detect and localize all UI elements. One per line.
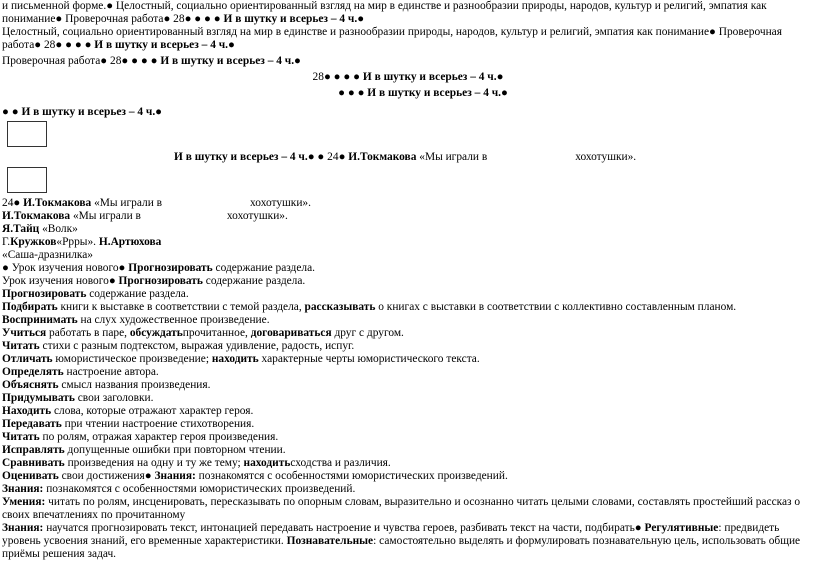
text-span: допущенные ошибки при повторном чтении. (64, 444, 286, 456)
bold-term: Отличать (2, 353, 53, 365)
text-line (2, 288, 814, 301)
text-line (2, 106, 814, 119)
bold-term: Прогнозировать (128, 262, 213, 274)
text-line (2, 26, 814, 39)
bold-term: Читать (2, 340, 40, 352)
text-span: при чтении настроение стихотворения. (61, 418, 255, 430)
skill-line (2, 444, 814, 457)
text-span: о книгах с выставки в соответствии с коллективно составленным планом. (375, 301, 737, 313)
bold-term: Сравнивать (2, 457, 65, 469)
text-span: содержание раздела. (86, 288, 189, 300)
text-span: содержание раздела. (212, 262, 315, 274)
text-line (2, 55, 814, 68)
text-span: книги к выставке в соответствии с темой раздела, (57, 301, 305, 313)
author-name: Кружков (10, 236, 57, 248)
skill-line (2, 301, 814, 314)
text-span: «Мы играли в (70, 210, 141, 222)
bold-term: договариваться (250, 327, 332, 339)
text-span: на слух художественное произведение. (77, 314, 270, 326)
text-span: характерные черты юмористического текста. (258, 353, 480, 365)
bold-term: обсуждать (129, 327, 183, 339)
skill-line (2, 340, 814, 353)
text-span: ● ● ● (338, 87, 368, 99)
author-name: Я.Тайц (2, 223, 40, 235)
text-span: читать по ролям, инсценировать, пересказывать по опорным словам, выразительно и осознанно читать целыми словами, составлять простейший рассказ о своих впечатлениях по прочитанному (2, 496, 801, 521)
text-span: настроение автора. (63, 366, 159, 378)
text-span: : самостоятельно выделять и формулировать познавательную цель, использовать общие приёмы решения задач. (2, 535, 801, 560)
section-heading-text: И в шутку и всерьез – 4 ч.● (362, 71, 504, 83)
text-span: научатся прогнозировать текст, интонацией передавать настроение и чувства героев, разбивать текст на части, подбирать● (43, 522, 645, 534)
text-line (2, 470, 814, 483)
bold-term: Читать (2, 431, 40, 443)
bold-term: находить (211, 353, 259, 365)
text-span: ● ● (2, 106, 22, 118)
skill-line (2, 366, 814, 379)
bold-term: находить (243, 457, 291, 469)
skill-line (2, 418, 814, 431)
author-name: И.Токмакова (2, 210, 71, 222)
text-span: «Мы играли в (91, 197, 163, 209)
text-line (2, 87, 814, 100)
author-name: И.Токмакова (23, 197, 92, 209)
bold-term: Познавательные (286, 535, 374, 547)
skill-line (2, 405, 814, 418)
text-span: «Мы играли в (416, 151, 488, 163)
skill-line (2, 392, 814, 405)
bold-term: Знания: (2, 522, 44, 534)
text-span: понимание● Проверочная работа● 28● ● ● ● (2, 13, 224, 25)
text-span: юмористическое произведение; (52, 353, 212, 365)
bold-term: Прогнозировать (118, 275, 203, 287)
text-span: хохотушки». (250, 197, 311, 209)
text-line (2, 197, 814, 210)
text-span: 28● ● ● ● (312, 71, 363, 83)
section-heading-text: И в шутку и всерьез – 4 ч.● (160, 55, 301, 67)
text-line (2, 223, 814, 236)
bold-term: Умения: (2, 496, 46, 508)
text-span: слова, которые отражают характер героя. (51, 405, 254, 417)
author-name: И.Токмакова (348, 151, 417, 163)
bold-term: Воспринимать (2, 314, 78, 326)
text-span: ● Урок изучения нового● (2, 262, 129, 274)
section-heading-text: И в шутку и всерьез – 4 ч.● (21, 106, 163, 118)
text-line (2, 483, 814, 496)
text-span: 24● (2, 197, 24, 209)
text-span: «Ррры». (56, 236, 99, 248)
text-span: свои достижения● (58, 470, 155, 482)
empty-table-cell (7, 167, 47, 193)
bold-term: рассказывать (304, 301, 376, 313)
skill-line (2, 379, 814, 392)
text-span: сходства и различия. (290, 457, 391, 469)
skill-line (2, 431, 814, 444)
text-line (2, 249, 814, 262)
section-heading-text: И в шутку и всерьез – 4 ч.● (223, 13, 365, 25)
bold-term: Оценивать (2, 470, 59, 482)
bold-term: Знания: (2, 483, 44, 495)
skill-line (2, 314, 814, 327)
skill-line (2, 327, 814, 340)
text-span: хохотушки». (226, 210, 288, 222)
text-span: по ролям, отражая характер героя произведения. (39, 431, 279, 443)
text-span: произведения на одну и ту же тему; (64, 457, 244, 469)
author-name: Н.Артюхова (98, 236, 162, 248)
text-line (2, 151, 814, 164)
bold-term: Знания: (154, 470, 196, 482)
text-paragraph (2, 522, 808, 561)
bold-term: Находить (2, 405, 52, 417)
text-line (2, 13, 814, 26)
text-span: 24● (327, 151, 349, 163)
text-span: : предвидеть уровень усвоения знаний, его временные характеристики. (2, 522, 780, 547)
text-line (2, 275, 814, 288)
bold-term: Регулятивные (644, 522, 719, 534)
bold-term: Передавать (2, 418, 62, 430)
text-line (2, 210, 814, 223)
section-heading-text: И в шутку и всерьез – 4 ч.● (94, 39, 235, 51)
text-span: работать в паре, (46, 327, 130, 339)
text-line (2, 236, 814, 249)
text-span: Урок изучения нового● (2, 275, 119, 287)
empty-table-cell (7, 121, 47, 147)
section-heading-text: И в шутку и всерьез – 4 ч.● (367, 87, 508, 99)
text-span: познакомятся с особенностями юмористических произведений. (43, 483, 356, 495)
bold-term: Объяснять (2, 379, 59, 391)
text-line (2, 0, 814, 13)
text-span: «Волк» (39, 223, 78, 235)
text-span: свои заголовки. (74, 392, 154, 404)
text-span: познакомятся с особенностями юмористических произведений. (195, 470, 508, 482)
text-paragraph (2, 496, 808, 522)
text-span: Г. (2, 236, 11, 248)
bold-term: Определять (2, 366, 64, 378)
section-heading-text: И в шутку и всерьез – 4 ч.● ● (174, 151, 328, 163)
text-span: и письменной форме.● Целостный, социально ориентированный взгляд на мир в единстве и разнообразии природы, народов, культур и религий, эмпатия как (2, 0, 767, 12)
text-line (2, 39, 814, 52)
text-span: «Саша-дразнилка» (2, 249, 94, 261)
text-span: содержание раздела. (202, 275, 306, 287)
skill-line (2, 353, 814, 366)
bold-term: Подбирать (2, 301, 58, 313)
text-span: хохотушки». (575, 151, 637, 163)
skill-line (2, 457, 814, 470)
text-span: Проверочная работа● 28● ● ● ● (2, 55, 161, 67)
text-line (2, 262, 814, 275)
bold-term: Исправлять (2, 444, 65, 456)
text-span: работа● 28● ● ● ● (2, 39, 95, 51)
text-span: стихи с разным подтекстом, выражая удивление, радость, испуг. (39, 340, 355, 352)
text-span: Целостный, социально ориентированный взгляд на мир в единстве и разнообразии природы, народов, культур и религий, эмпатия как понимание● Проверочная (2, 26, 782, 38)
text-span: друг с другом. (331, 327, 404, 339)
bold-term: Придумывать (2, 392, 75, 404)
text-line (2, 71, 814, 84)
bold-term: Прогнозировать (2, 288, 87, 300)
text-span: смысл названия произведения. (58, 379, 211, 391)
text-span: прочитанное, (182, 327, 251, 339)
bold-term: Учиться (2, 327, 47, 339)
